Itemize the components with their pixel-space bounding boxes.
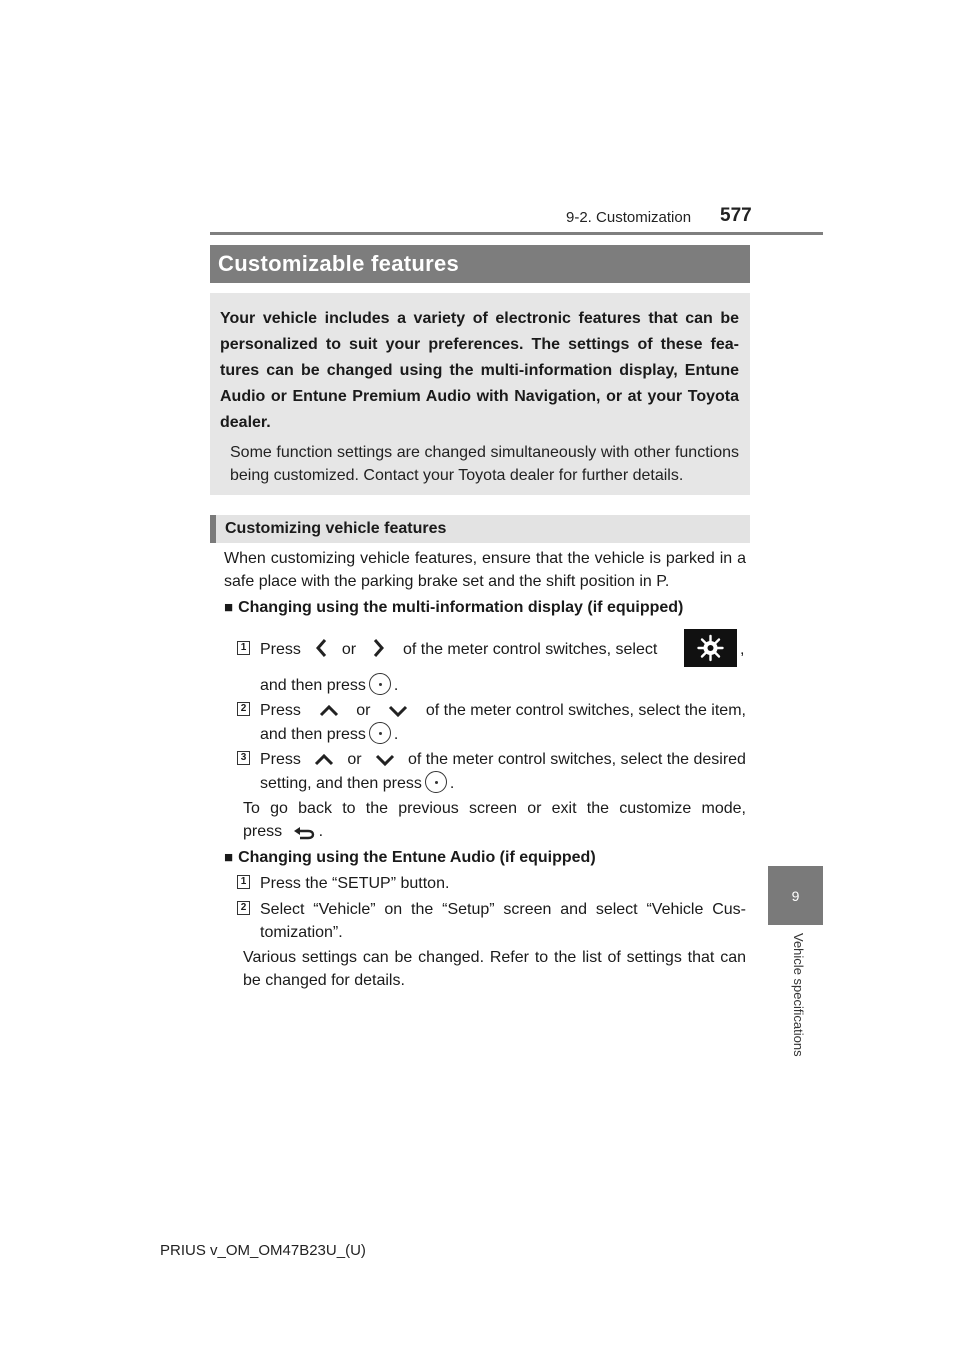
entune-step-1: Press the “SETUP” button. [260,875,450,892]
step-text: of the meter control switches, select the desired [408,751,746,768]
step-2-line-1 [260,699,746,722]
gear-icon [684,629,737,667]
page-title: Customizable features [210,245,750,283]
step-text: . [393,726,399,743]
step-text: of the meter control switches, select [402,641,658,658]
back-note-line-2 [243,820,323,843]
entune-step-2: Select “Vehicle” on the “Setup” screen and select “Vehicle Customization”. [260,901,746,941]
step-1-comma: , [740,641,745,658]
step-text: and then press [260,726,366,743]
step-text: or [341,641,357,658]
step-number: 3 [237,751,250,765]
ok-button-icon [369,722,391,744]
step-text: Press [260,751,301,768]
step-3-line-1 [260,748,746,771]
step-number: 1 [237,641,250,655]
step-text: or [356,702,371,719]
page-number: 577 [720,205,752,226]
step-number: 2 [237,702,250,716]
chevron-up-icon [319,703,339,719]
chevron-down-icon [375,752,395,768]
step-1-line-1 [260,638,750,661]
chevron-right-icon [369,638,387,658]
intro-box [210,293,750,495]
step-number: 1 [237,875,250,889]
body-intro: When customizing vehicle features, ensure that the vehicle is parked in a safe place with the parking brake set and the shift position in P. [224,550,746,590]
subsection-title: Customizing vehicle features [210,515,750,543]
step-3-line-2 [260,771,454,795]
step-text: Press [260,641,301,658]
mid-heading-text: Changing using the multi-information display (if equipped) [238,599,684,616]
square-bullet-icon: ■ [224,849,234,866]
step-2-line-2 [260,722,398,746]
step-text: or [347,751,362,768]
back-note-text: To go back to the previous screen or exit the customize mode, [243,800,746,817]
intro-note: Some function settings are changed simultaneously with other functions being customized. Contact your Toyota dealer for further details. [230,444,739,484]
back-note-text: press [243,823,283,840]
ok-button-icon [369,673,391,695]
square-bullet-icon: ■ [224,599,234,616]
step-text: . [393,677,399,694]
chapter-label: Vehicle specifications [791,933,806,1057]
step-number: 2 [237,901,250,915]
step-text: . [449,775,455,792]
step-1-line-2 [260,673,398,697]
mid-heading [224,596,746,619]
step-text: setting, and then press [260,775,422,792]
step-text: and then press [260,677,366,694]
chevron-down-icon [388,703,408,719]
chevron-left-icon [313,638,331,658]
back-arrow-icon [291,824,317,840]
chevron-up-icon [314,752,334,768]
entune-heading [224,846,746,869]
intro-text: Your vehicle includes a variety of electronic features that can be personalized to suit your preferences. The settings of these features can be changed using the multi-information display, Entune Audio or Entune Premium Audio with Navigation, or at your Toyota dealer. [220,310,739,431]
entune-note: Various settings can be changed. Refer to the list of settings that can be changed for details. [243,949,746,989]
chapter-tab: 9 [768,866,823,925]
step-text: of the meter control switches, select the item, [425,702,746,719]
ok-button-icon [425,771,447,793]
step-text: Press [260,702,301,719]
footer-code: PRIUS v_OM_OM47B23U_(U) [160,1242,366,1259]
entune-heading-text: Changing using the Entune Audio (if equipped) [238,849,596,866]
back-note-text: . [318,823,324,840]
back-note-line-1 [243,797,746,820]
header-rule [210,232,823,235]
section-header: 9-2. Customization [566,209,692,226]
